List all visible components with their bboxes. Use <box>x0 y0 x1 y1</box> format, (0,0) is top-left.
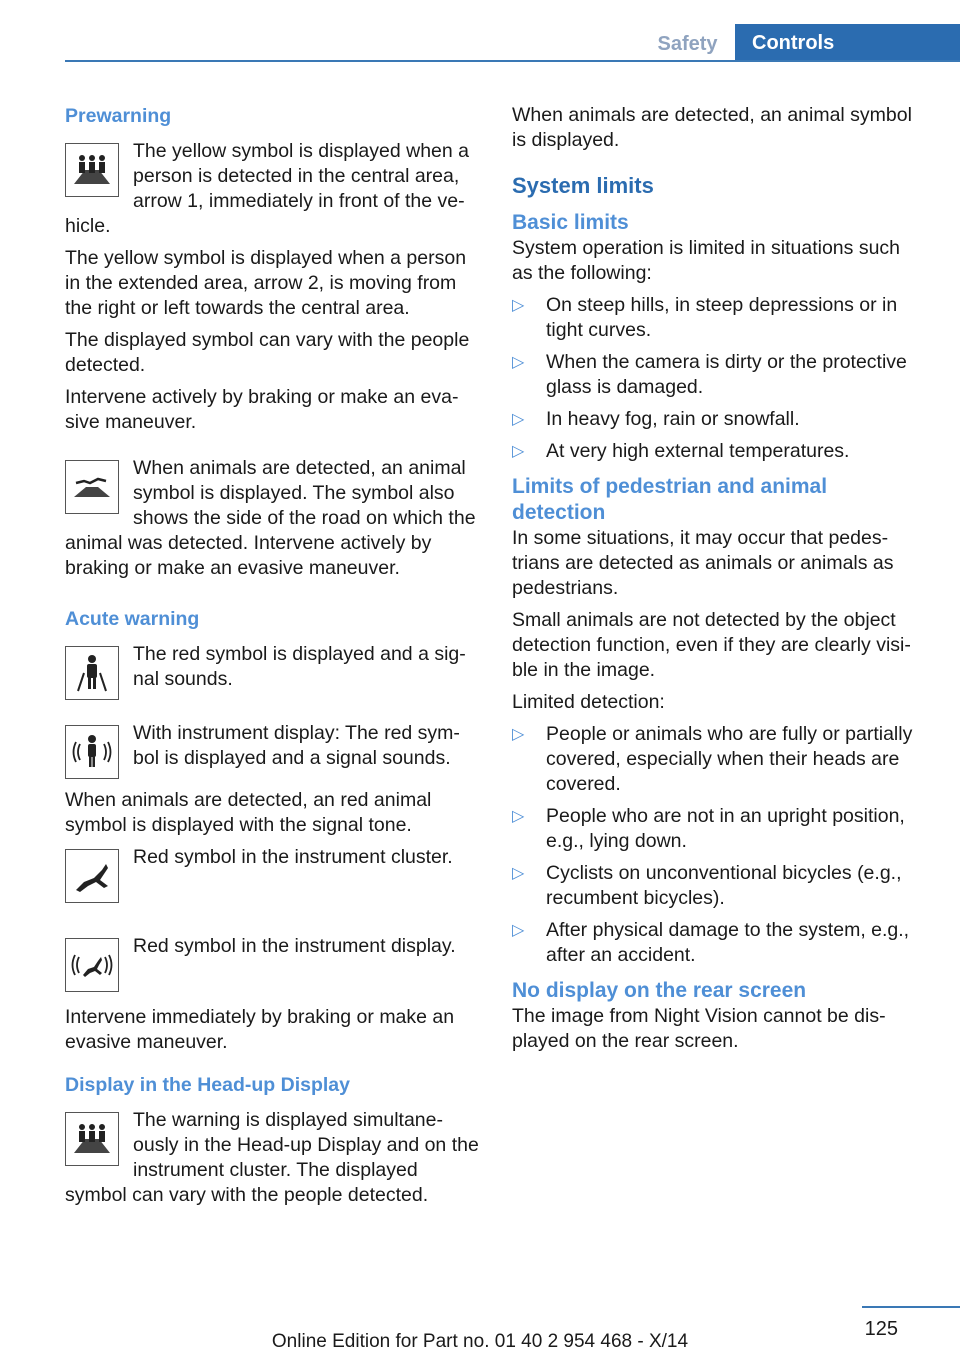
detection-limits-text-3: Limited detection: <box>512 691 665 713</box>
acute-warning-heading: Acute warning <box>65 608 200 630</box>
animal-intro-text: When animals are detected, an animal symbol is displayed. <box>512 104 912 151</box>
acute-text-4: Red symbol in the instrument cluster. <box>133 846 453 868</box>
detection-limits-text-1: In some situations, it may occur that pedes-trians are detected as animals or animals as pedestrians. <box>512 527 894 599</box>
bullet-icon: ▷ <box>512 726 525 743</box>
acute-text-1: The red symbol is displayed and a sig-nal sounds. <box>133 643 466 690</box>
header-section-tab[interactable]: Safety <box>657 33 718 55</box>
pedestrians-road-icon <box>65 1112 119 1166</box>
page-number: 125 <box>864 1318 898 1340</box>
list-item: ▷ People who are not in an upright position, e.g., lying down. <box>512 805 905 852</box>
animal-road-icon <box>65 460 119 514</box>
prewarning-text-1: The yellow symbol is displayed when a person is detected in the central area, arrow 1, immediately in front of the ve-hicle. <box>65 140 469 237</box>
acute-person-sound-block <box>65 721 480 781</box>
prewarning-heading: Prewarning <box>65 105 172 127</box>
list-item: ▷ Cyclists on unconventional bicycles (e.g., recumbent bicycles). <box>512 862 902 909</box>
edition-footer: Online Edition for Part no. 01 40 2 954 468 - X/14 <box>271 1331 689 1352</box>
basic-limits-list <box>512 293 924 464</box>
detection-limits-heading: Limits of pedestrian and animal detection <box>512 475 828 524</box>
person-sound-icon <box>65 725 119 779</box>
header-rule <box>65 60 960 62</box>
person-warning-icon <box>65 646 119 700</box>
bullet-icon: ▷ <box>512 354 525 371</box>
bullet-icon: ▷ <box>512 865 525 882</box>
page-number-rule <box>862 1306 960 1308</box>
list-item: ▷ At very high external temperatures. <box>512 440 850 462</box>
header-chapter-tab[interactable]: Controls <box>735 24 960 62</box>
prewarning-text-5: When animals are detected, an animal symbol is displayed. The symbol also shows the side of the road on which the animal was detected. Intervene actively by braking or make an evasive maneuver. <box>65 457 476 579</box>
deer-icon <box>65 849 119 903</box>
prewarning-people-block <box>65 139 480 239</box>
right-column <box>512 103 924 1061</box>
detection-limits-text-2: Small animals are not detected by the object detection function, even if they are clearly visi-ble in the image. <box>512 609 911 681</box>
bullet-icon: ▷ <box>512 808 525 825</box>
basic-limits-heading: Basic limits <box>512 211 629 234</box>
bullet-icon: ▷ <box>512 297 525 314</box>
acute-text-3: When animals are detected, an red animal symbol is displayed with the signal tone. <box>65 789 432 836</box>
rear-screen-heading: No display on the rear screen <box>512 979 807 1002</box>
hud-text-1: The warning is displayed simultane-ously in the Head-up Display and on the instrument cluster. The displayed symbol can vary with the people detected. <box>65 1109 479 1206</box>
deer-sound-icon <box>65 938 119 992</box>
list-item: ▷ When the camera is dirty or the protective glass is damaged. <box>512 351 907 398</box>
limited-detection-list <box>512 722 924 968</box>
left-column <box>65 103 480 1215</box>
acute-person-block <box>65 642 480 702</box>
pedestrians-road-icon <box>65 143 119 197</box>
prewarning-animal-block <box>65 456 480 581</box>
list-item: ▷ On steep hills, in steep depressions or in tight curves. <box>512 294 898 341</box>
prewarning-text-2: The yellow symbol is displayed when a person in the extended area, arrow 2, is moving from the right or left towards the central area. <box>65 247 467 319</box>
prewarning-text-4: Intervene actively by braking or make an eva-sive maneuver. <box>65 386 459 433</box>
list-item: ▷ People or animals who are fully or partially covered, especially when their heads are covered. <box>512 723 913 795</box>
bullet-icon: ▷ <box>512 443 525 460</box>
list-item: ▷ In heavy fog, rain or snowfall. <box>512 408 800 430</box>
bullet-icon: ▷ <box>512 411 525 428</box>
hud-block <box>65 1108 480 1208</box>
acute-deer-block <box>65 845 480 905</box>
acute-text-6: Intervene immediately by braking or make an evasive maneuver. <box>65 1006 455 1053</box>
prewarning-text-3: The displayed symbol can vary with the people detected. <box>65 329 470 376</box>
acute-text-5: Red symbol in the instrument display. <box>133 935 456 957</box>
rear-screen-text: The image from Night Vision cannot be dis-played on the rear screen. <box>512 1005 886 1052</box>
basic-limits-intro: System operation is limited in situations such as the following: <box>512 237 901 284</box>
hud-heading: Display in the Head-up Display <box>65 1074 350 1096</box>
bullet-icon: ▷ <box>512 922 525 939</box>
acute-deer-sound-block <box>65 934 480 994</box>
system-limits-heading: System limits <box>512 173 654 198</box>
list-item: ▷ After physical damage to the system, e.g., after an accident. <box>512 919 910 966</box>
acute-text-2: With instrument display: The red sym-bol is displayed and a signal sounds. <box>133 722 460 769</box>
